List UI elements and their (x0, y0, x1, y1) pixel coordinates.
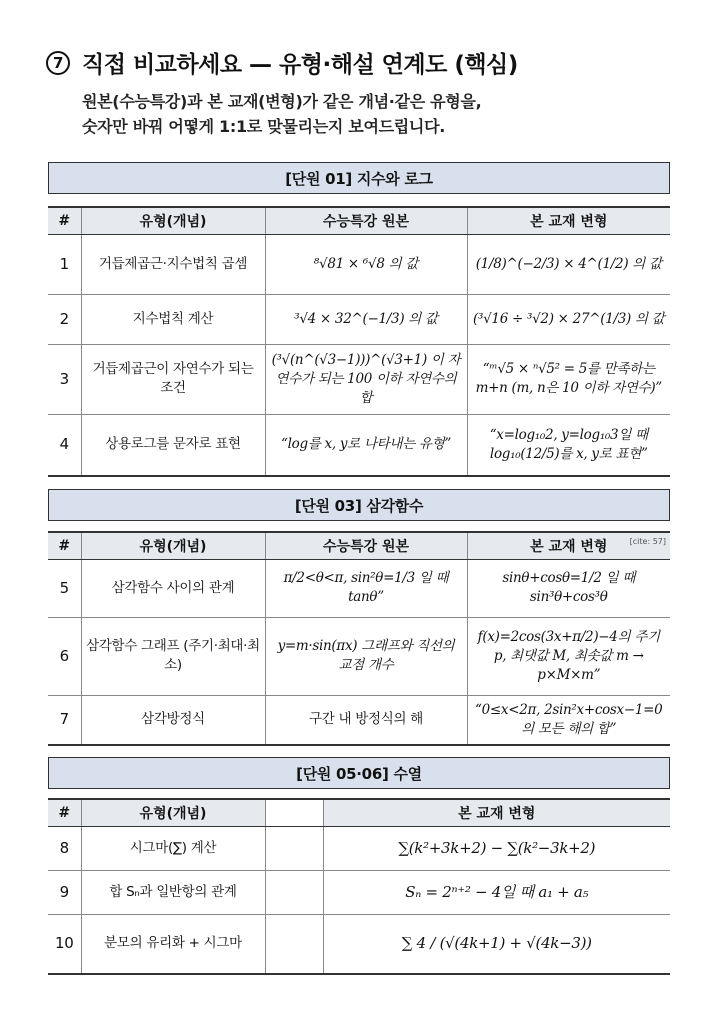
row-variant: “ᵐ√5 × ⁿ√5² = 5를 만족하는 m+n (m, n은 10 이하 자연수)” (467, 344, 670, 414)
col-header-num: # (48, 532, 81, 559)
col-header-original: 수능특강 원본 (265, 207, 467, 234)
row-original-blank (265, 914, 323, 974)
row-variant: ∑ 4 / (√(4k+1) + √(4k−3)) (323, 914, 670, 974)
col-header-variant-label: 본 교재 변형 (530, 538, 608, 555)
row-type: 삼각함수 그래프 (주기·최대·최소) (81, 617, 265, 695)
row-num: 3 (48, 344, 81, 414)
row-num: 4 (48, 414, 81, 476)
row-original-blank (265, 826, 323, 870)
row-num: 2 (48, 294, 81, 344)
row-original: “log를 x, y로 나타내는 유형” (265, 414, 467, 476)
row-type: 삼각함수 사이의 관계 (81, 559, 265, 617)
table-row (48, 344, 670, 414)
row-original: ³√4 × 32^(−1/3) 의 값 (265, 294, 467, 344)
subtitle-line-2: 숫자만 바꿔 어떻게 1:1로 맞물리는지 보여드립니다. (82, 117, 446, 136)
table-exponent-log (48, 206, 670, 477)
col-header-num: # (48, 799, 81, 826)
table-header-row (48, 799, 670, 826)
row-type: 삼각방정식 (81, 695, 265, 745)
row-original: π/2<θ<π, sin²θ=1/3 일 때 tanθ” (265, 559, 467, 617)
row-variant: (1/8)^(−2/3) × 4^(1/2) 의 값 (467, 234, 670, 294)
section-title-exponent-log: [단원 01] 지수와 로그 (48, 162, 670, 194)
row-type: 거듭제곱근이 자연수가 되는 조건 (81, 344, 265, 414)
row-type: 시그마(∑) 계산 (81, 826, 265, 870)
row-original-blank (265, 870, 323, 914)
table-row (48, 870, 670, 914)
row-num: 1 (48, 234, 81, 294)
row-variant: (³√16 ÷ ³√2) × 27^(1/3) 의 값 (467, 294, 670, 344)
table-row (48, 695, 670, 745)
row-num: 8 (48, 826, 81, 870)
table-row (48, 294, 670, 344)
table-header-row (48, 207, 670, 234)
page-subtitle (82, 89, 686, 139)
row-num: 9 (48, 870, 81, 914)
page-title-text: 직접 비교하세요 — 유형·해설 연계도 (핵심) (82, 52, 518, 78)
section-title-sequence: [단원 05·06] 수열 (48, 757, 670, 789)
row-num: 5 (48, 559, 81, 617)
row-type: 분모의 유리화 + 시그마 (81, 914, 265, 974)
col-header-blank (265, 799, 323, 826)
row-variant: ∑(k²+3k+2) − ∑(k²−3k+2) (323, 826, 670, 870)
row-type: 지수법칙 계산 (81, 294, 265, 344)
table-row (48, 914, 670, 974)
citation-note: [cite: 57] (629, 537, 666, 546)
row-original: ⁸√81 × ⁶√8 의 값 (265, 234, 467, 294)
row-variant: sinθ+cosθ=1/2 일 때 sin³θ+cos³θ (467, 559, 670, 617)
col-header-type: 유형(개념) (81, 532, 265, 559)
page-header (46, 46, 686, 139)
table-row (48, 617, 670, 695)
table-row (48, 559, 670, 617)
page-title (46, 46, 686, 79)
col-header-type: 유형(개념) (81, 799, 265, 826)
table-header-row (48, 532, 670, 559)
row-type: 합 Sₙ과 일반항의 관계 (81, 870, 265, 914)
col-header-variant (467, 532, 670, 559)
row-type: 거듭제곱근·지수법칙 곱셈 (81, 234, 265, 294)
table-sequence (48, 798, 670, 975)
table-row (48, 826, 670, 870)
row-num: 7 (48, 695, 81, 745)
col-header-type: 유형(개념) (81, 207, 265, 234)
row-variant: “0≤x<2π, 2sin²x+cosx−1=0 의 모든 해의 합” (467, 695, 670, 745)
row-original: (³√(n^(√3−1)))^(√3+1) 이 자연수가 되는 100 이하 자연수의 합 (265, 344, 467, 414)
table-row (48, 234, 670, 294)
col-header-num: # (48, 207, 81, 234)
col-header-variant: 본 교재 변형 (467, 207, 670, 234)
section-title-trigonometry: [단원 03] 삼각함수 (48, 489, 670, 521)
row-num: 10 (48, 914, 81, 974)
row-variant: Sₙ = 2ⁿ⁺² − 4일 때 a₁ + a₅ (323, 870, 670, 914)
table-trigonometry (48, 531, 670, 746)
row-original: y=m·sin(πx) 그래프와 직선의 교점 개수 (265, 617, 467, 695)
table-row (48, 414, 670, 476)
row-variant: f(x)=2cos(3x+π/2)−4의 주기 p, 최댓값 M, 최솟값 m → p×M×m” (467, 617, 670, 695)
section-number-badge: 7 (46, 51, 70, 75)
col-header-original: 수능특강 원본 (265, 532, 467, 559)
row-original: 구간 내 방정식의 해 (265, 695, 467, 745)
row-type: 상용로그를 문자로 표현 (81, 414, 265, 476)
row-num: 6 (48, 617, 81, 695)
subtitle-line-1: 원본(수능특강)과 본 교재(변형)가 같은 개념·같은 유형을, (82, 92, 482, 111)
col-header-variant: 본 교재 변형 (323, 799, 670, 826)
row-variant: “x=log₁₀2, y=log₁₀3일 때 log₁₀(12/5)를 x, y로 표현” (467, 414, 670, 476)
